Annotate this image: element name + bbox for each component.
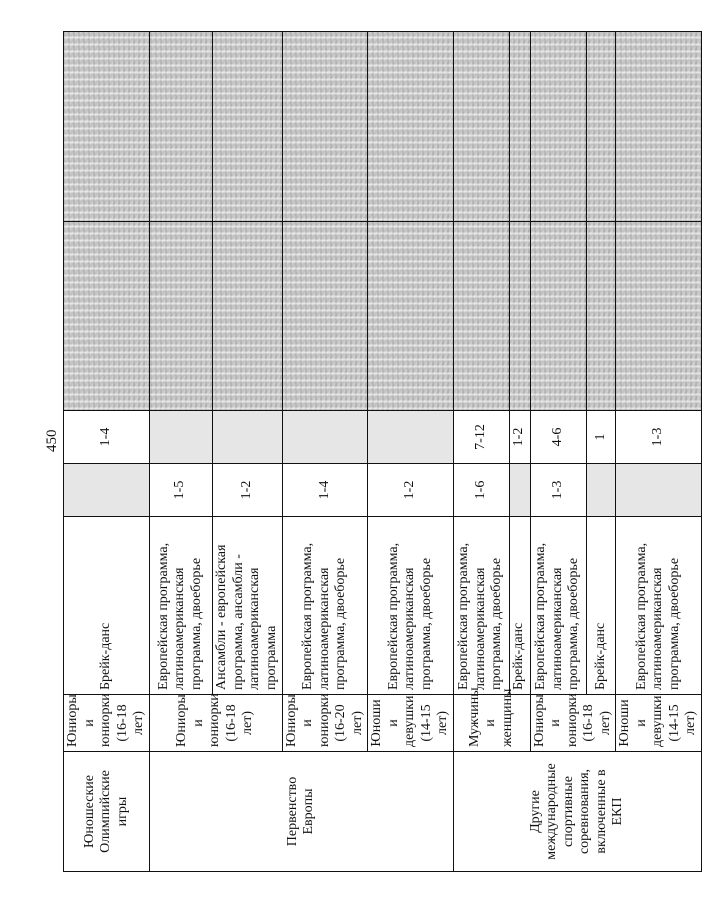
program-cell: Европейская программа, латиноамериканская программа, двоеборье xyxy=(453,517,509,695)
table-body xyxy=(64,32,702,872)
place-cell-2 xyxy=(282,411,368,464)
table-row xyxy=(282,32,368,872)
table-row xyxy=(149,32,212,872)
program-cell: Европейская программа, латиноамериканская программа, двоеборье xyxy=(149,517,212,695)
table-row xyxy=(64,32,150,872)
program-cell: Ансамбли - европейская программа, ансамбли - латиноамериканская программа xyxy=(212,517,282,695)
place-cell-3 xyxy=(149,222,212,411)
age-group-cell: Юниоры и юниорки (16-18 лет) xyxy=(64,695,150,752)
program-cell: Брейк-данс xyxy=(586,517,616,695)
place-cell-4 xyxy=(64,32,150,222)
age-group-cell: Юноши и девушки (14-15 лет) xyxy=(368,695,454,752)
event-name-cell: Юношеские Олимпийские игры xyxy=(64,752,150,872)
place-cell-3 xyxy=(368,222,454,411)
age-group-cell: Юниоры и юниорки (16-20 лет) xyxy=(282,695,368,752)
page-number: 450 xyxy=(44,429,60,452)
place-cell-4 xyxy=(586,32,616,222)
place-cell-4 xyxy=(509,32,530,222)
place-cell-4 xyxy=(453,32,509,222)
program-cell: Брейк-данс xyxy=(64,517,150,695)
age-group-cell: Мужчины и женщины xyxy=(453,695,530,752)
age-group-cell: Юниоры и юниорки (16-18 лет) xyxy=(149,695,282,752)
place-cell-2: 4-6 xyxy=(530,411,586,464)
place-cell-1: 1-3 xyxy=(530,464,586,517)
place-cell-4 xyxy=(212,32,282,222)
program-cell: Европейская программа, латиноамериканская программа, двоеборье xyxy=(368,517,454,695)
table-row xyxy=(453,32,509,872)
place-cell-3 xyxy=(509,222,530,411)
age-group-cell: Юноши и девушки (14-15 лет) xyxy=(616,695,702,752)
place-cell-3 xyxy=(453,222,509,411)
place-cell-2 xyxy=(368,411,454,464)
place-cell-2: 1-3 xyxy=(616,411,702,464)
place-cell-2: 1-2 xyxy=(509,411,530,464)
rotated-table-wrapper xyxy=(63,32,699,872)
place-cell-1: 1-4 xyxy=(282,464,368,517)
event-name-cell: Первенство Европы xyxy=(149,752,453,872)
table-row xyxy=(530,32,586,872)
place-cell-4 xyxy=(149,32,212,222)
program-cell: Брейк-данс xyxy=(509,517,530,695)
place-cell-2 xyxy=(212,411,282,464)
place-cell-2: 1-4 xyxy=(64,411,150,464)
place-cell-1 xyxy=(64,464,150,517)
program-cell: Европейская программа, латиноамериканская программа, двоеборье xyxy=(282,517,368,695)
program-cell: Европейская программа, латиноамериканская программа, двоеборье xyxy=(530,517,586,695)
age-group-cell: Юниоры и юниорки (16-18 лет) xyxy=(530,695,616,752)
table-row xyxy=(616,32,702,872)
place-cell-3 xyxy=(530,222,586,411)
place-cell-1 xyxy=(586,464,616,517)
place-cell-3 xyxy=(212,222,282,411)
place-cell-3 xyxy=(616,222,702,411)
place-cell-2: 1 xyxy=(586,411,616,464)
event-name-cell: Другие международные спортивные соревнования, включенные в ЕКП xyxy=(453,752,701,872)
place-cell-1: 1-6 xyxy=(453,464,509,517)
place-cell-2: 7-12 xyxy=(453,411,509,464)
place-cell-3 xyxy=(282,222,368,411)
ranking-table xyxy=(63,31,702,872)
place-cell-4 xyxy=(530,32,586,222)
place-cell-1 xyxy=(616,464,702,517)
place-cell-3 xyxy=(64,222,150,411)
place-cell-3 xyxy=(586,222,616,411)
place-cell-1 xyxy=(509,464,530,517)
place-cell-4 xyxy=(282,32,368,222)
place-cell-1: 1-5 xyxy=(149,464,212,517)
program-cell: Европейская программа, латиноамериканская программа, двоеборье xyxy=(616,517,702,695)
place-cell-4 xyxy=(616,32,702,222)
table-row xyxy=(368,32,454,872)
place-cell-1: 1-2 xyxy=(212,464,282,517)
place-cell-1: 1-2 xyxy=(368,464,454,517)
place-cell-2 xyxy=(149,411,212,464)
place-cell-4 xyxy=(368,32,454,222)
